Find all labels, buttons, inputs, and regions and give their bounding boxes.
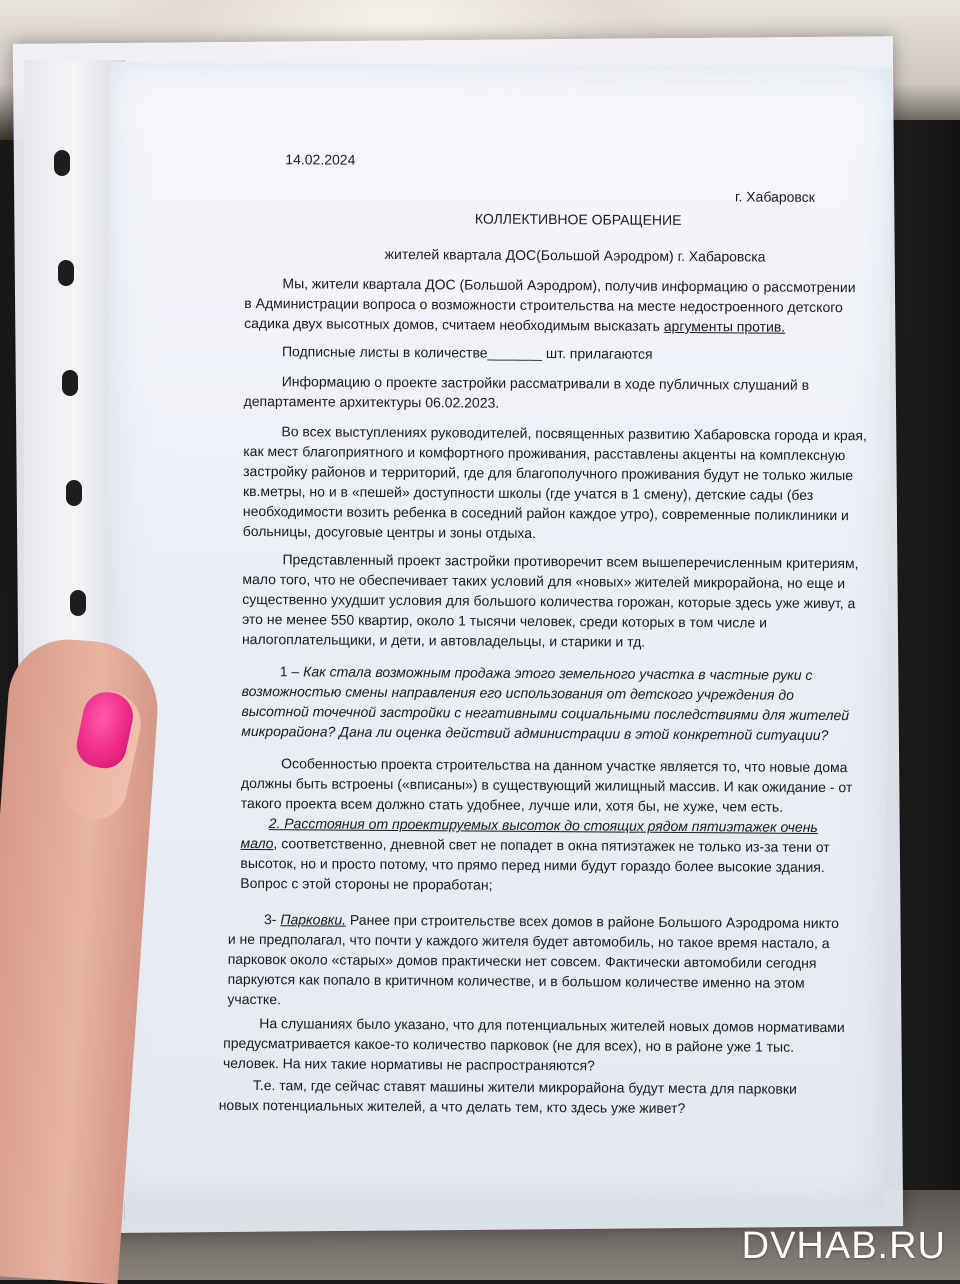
paragraph-3-line: Информацию о проекте застройки рассматривали в ходе публичных слушаний в — [281, 373, 810, 393]
arguments-against-underlined: аргументы против. — [663, 317, 786, 335]
point-3-line: участке. — [227, 990, 281, 1008]
point-3-line: парковок около «старых» домов практически нет совсем. Фактически автомобили сегодня — [227, 950, 817, 971]
paragraph-1-line: в Администрации вопроса о возможности строительства на месте недостроенного детского — [244, 294, 843, 316]
paragraph-6-line: такого проекта всем должно стать удобнее, лучше или, хотя бы, не хуже, чем есть. — [240, 794, 784, 815]
paragraph-4-line: необходимости возить ребенка в соседний район каждое утро), современные поликлиники и — [242, 502, 849, 524]
paragraph-4-line: больницы, досуговые центры и зоны отдыха. — [242, 522, 537, 541]
paragraph-5-line: Представленный проект застройки противоречит всем вышеперечисленным критериям, — [282, 551, 859, 572]
question-1-line: возможностью смены направления его использования от детского учреждения до — [241, 682, 794, 703]
signature-sheets-line: Подписные листы в количестве_______ шт. прилагаются — [281, 343, 653, 362]
point-3-line: и не предполагал, что почти у каждого жителя будет автомобиль, но такое время настало, а — [227, 930, 830, 952]
paragraph-8-line: На слушаниях было указано, что для потенциальных жителей новых домов нормативами — [259, 1015, 845, 1036]
document-city: г. Хабаровск — [735, 188, 815, 205]
paragraph-5-line: мало того, что не обеспечивает таких условий для «новых» жителей микрорайона, но еще и — [242, 570, 846, 592]
paragraph-5-line: это не менее 550 квартир, около 1 тысячи человек, среди которых в том числе и — [242, 610, 767, 631]
paragraph-9-line: Т.е. там, где сейчас ставят машины жители микрорайона будут места для парковки — [252, 1077, 797, 1097]
paragraph-8-line: предусматривается какое-то количество парковок (не для всех), но в районе уже 1 тыс. — [223, 1034, 795, 1055]
point-3-line: паркуются как попало в критичном количестве, и в большом количестве именно на этом — [227, 970, 805, 991]
punch-hole — [70, 590, 86, 616]
point-3-line: 3- Парковки. Ранее при строительстве всех домов в районе Большого Аэродрома никто — [263, 911, 840, 932]
punch-hole — [66, 480, 82, 506]
document-date: 14.02.2024 — [285, 151, 356, 168]
document-sheet — [102, 62, 892, 1207]
paragraph-5-line: налогоплательщики, и дети, и автовладельцы, и старики и тд. — [241, 630, 646, 650]
question-1-line: высотной точечной застройки с негативными социальными последствиями для жителей — [241, 702, 850, 724]
paragraph-1-line: Мы, жители квартала ДОС (Большой Аэродром), получив информацию о рассмотрении — [282, 275, 856, 296]
paragraph-6-line: Вопрос с этой стороны не проработан; — [240, 874, 493, 893]
punch-hole — [58, 260, 74, 286]
paragraph-9-line: новых потенциальных жителей, а что делать тем, кто здесь уже живет? — [218, 1096, 686, 1117]
paragraph-6-line: должны быть встроены («вписаны») в существующий жилищный массив. И как ожидание - от — [240, 774, 853, 796]
parking-heading: Парковки. — [280, 911, 347, 928]
paragraph-5-line: существенно ухудшит условия для большого количества горожан, которые здесь уже живут, а — [242, 590, 856, 612]
point-2-heading: 2. Расстояния от проектируемых высоток до стоящих рядом пятиэтажек очень — [268, 815, 818, 835]
document-subtitle: жителей квартала ДОС(Большой Аэродром) г. Хабаровска — [384, 245, 766, 265]
paragraph-8-line: человек. На них такие нормативы не распространяются? — [222, 1054, 595, 1074]
punch-hole — [62, 370, 78, 396]
question-1-line: микрорайона? Дана ли оценка действий администрации в этой конкретной ситуации? — [241, 722, 829, 744]
paragraph-4-line: Во всех выступлениях руководителей, посвященных развитию Хабаровска города и края, — [281, 423, 867, 444]
paragraph-1-line: садика двух высотных домов, считаем необходимым высказать аргументы против. — [244, 314, 786, 335]
paragraph-6-line: высоток, но и просто потому, что прямо перед ними будут гораздо более высокие здания. — [240, 854, 825, 876]
paragraph-4-line: как мест благоприятного и комфортного проживания, расставлены акценты на комплексную — [243, 442, 846, 464]
paragraph-4-line: кв.метры, но и в «пешей» доступности школы (где учатся в 1 смену), детские сады (без — [242, 482, 814, 503]
document-title: КОЛЛЕКТИВНОЕ ОБРАЩЕНИЕ — [474, 210, 682, 228]
question-1-line: 1 – Как стала возможным продажа этого земельного участка в частные руки с — [279, 663, 813, 683]
punch-hole — [54, 150, 70, 176]
paragraph-6-line: Особенностью проекта строительства на данном участке является то, что новые дома — [281, 755, 848, 776]
watermark-logo: DVHAB.RU — [741, 1225, 946, 1267]
paragraph-6-line: мало, соответственно, дневной свет не попадет в окна пятиэтажек не только из-за тени от — [240, 834, 830, 856]
paragraph-4-line: застройку районов и территорий, где для благополучного проживания будут не только жилые — [243, 462, 854, 484]
paragraph-3-line: департаменте архитектуры 06.02.2023. — [243, 392, 500, 411]
